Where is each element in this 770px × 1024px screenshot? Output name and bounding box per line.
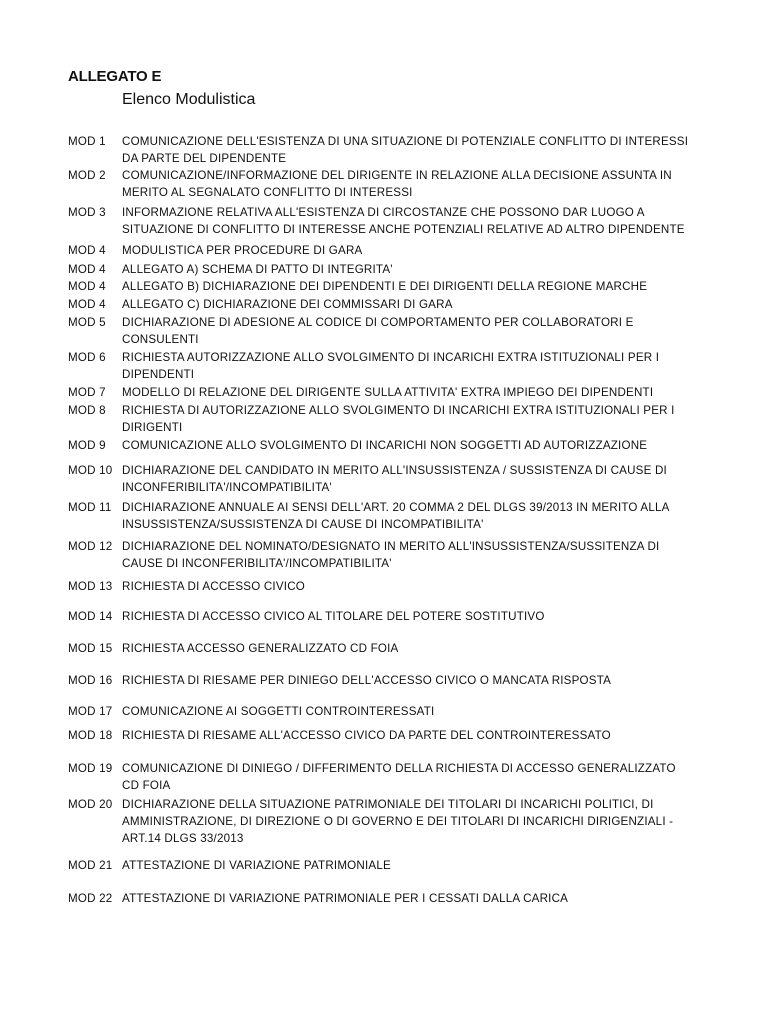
item-code: MOD 9 — [68, 439, 106, 452]
list-item — [68, 349, 698, 383]
list-item — [68, 890, 698, 907]
item-code: MOD 8 — [68, 404, 106, 417]
list-item — [68, 857, 698, 874]
item-code: MOD 7 — [68, 386, 106, 399]
item-code: MOD 19 — [68, 762, 113, 775]
item-text: RICHIESTA DI ACCESSO CIVICO — [122, 580, 305, 593]
item-code: MOD 2 — [68, 169, 106, 182]
item-code: MOD 4 — [68, 298, 106, 311]
item-text: RICHIESTA DI RIESAME ALL'ACCESSO CIVICO DA PARTE DEL CONTROINTERESSATO — [122, 729, 611, 742]
list-item — [68, 384, 698, 401]
item-code: MOD 16 — [68, 674, 113, 687]
item-code: MOD 6 — [68, 351, 106, 364]
item-text: ALLEGATO A) SCHEMA DI PATTO DI INTEGRITA' — [122, 263, 393, 276]
list-item — [68, 296, 698, 313]
item-text: DICHIARAZIONE DEL NOMINATO/DESIGNATO IN MERITO ALL'INSUSSISTENZA/SUSSITENZA DI CAUSE DI INCONFERIBILITA'/INCOMPATIBILITA' — [122, 540, 660, 570]
list-item — [68, 578, 698, 595]
item-code: MOD 14 — [68, 610, 113, 623]
item-text: RICHIESTA DI AUTORIZZAZIONE ALLO SVOLGIMENTO DI INCARICHI EXTRA ISTITUZIONALI PER I DIRIGENTI — [122, 404, 675, 434]
item-text: COMUNICAZIONE AI SOGGETTI CONTROINTERESSATI — [122, 705, 435, 718]
document-title: ALLEGATO E — [68, 68, 162, 85]
list-item — [68, 437, 698, 454]
item-text: DICHIARAZIONE DELLA SITUAZIONE PATRIMONIALE DEI TITOLARI DI INCARICHI POLITICI, DI AMMINISTRAZIONE, DI DIREZIONE O DI GOVERNO E DEI TITOLARI DI INCARICHI DIRIGENZIALI - ART.14 DLGS 33/2013 — [122, 798, 674, 845]
item-code: MOD 15 — [68, 642, 113, 655]
list-item — [68, 204, 698, 238]
document-subtitle: Elenco Modulistica — [122, 91, 256, 108]
item-code: MOD 13 — [68, 580, 113, 593]
item-code: MOD 17 — [68, 705, 113, 718]
list-item — [68, 499, 698, 533]
list-item — [68, 796, 698, 847]
list-item — [68, 640, 698, 657]
item-code: MOD 22 — [68, 892, 113, 905]
list-item — [68, 760, 698, 794]
item-text: COMUNICAZIONE ALLO SVOLGIMENTO DI INCARICHI NON SOGGETTI AD AUTORIZZAZIONE — [122, 439, 648, 452]
item-text: MODULISTICA PER PROCEDURE DI GARA — [122, 244, 363, 257]
item-text: COMUNICAZIONE DI DINIEGO / DIFFERIMENTO DELLA RICHIESTA DI ACCESSO GENERALIZZATO CD FOIA — [122, 762, 676, 792]
item-text: DICHIARAZIONE ANNUALE AI SENSI DELL'ART. 20 COMMA 2 DEL DLGS 39/2013 IN MERITO ALLA INSUSSISTENZA/SUSSISTENZA DI CAUSE DI INCOMPATIBILITA' — [122, 501, 669, 531]
item-code: MOD 20 — [68, 798, 113, 811]
list-item — [68, 133, 698, 167]
list-item — [68, 402, 698, 436]
item-text: INFORMAZIONE RELATIVA ALL'ESISTENZA DI CIRCOSTANZE CHE POSSONO DAR LUOGO A SITUAZIONE DI CONFLITTO DI INTERESSE ANCHE POTENZIALI RELATIVE AD ALTRO DIPENDENTE — [122, 206, 685, 236]
item-code: MOD 12 — [68, 540, 113, 553]
item-text: ATTESTAZIONE DI VARIAZIONE PATRIMONIALE PER I CESSATI DALLA CARICA — [122, 892, 569, 905]
item-text: RICHIESTA AUTORIZZAZIONE ALLO SVOLGIMENTO DI INCARICHI EXTRA ISTITUZIONALI PER I DIPENDENTI — [122, 351, 660, 381]
list-item — [68, 314, 698, 348]
list-item — [68, 538, 698, 572]
item-text: RICHIESTA DI ACCESSO CIVICO AL TITOLARE DEL POTERE SOSTITUTIVO — [122, 610, 545, 623]
list-item — [68, 703, 698, 720]
list-item — [68, 608, 698, 625]
item-code: MOD 10 — [68, 464, 113, 477]
list-item — [68, 727, 698, 744]
item-text: DICHIARAZIONE DI ADESIONE AL CODICE DI COMPORTAMENTO PER COLLABORATORI E CONSULENTI — [122, 316, 634, 346]
list-item — [68, 242, 698, 259]
list-item — [68, 278, 698, 295]
item-text: MODELLO DI RELAZIONE DEL DIRIGENTE SULLA ATTIVITA' EXTRA IMPIEGO DEI DIPENDENTI — [122, 386, 654, 399]
item-text: RICHIESTA DI RIESAME PER DINIEGO DELL'ACCESSO CIVICO O MANCATA RISPOSTA — [122, 674, 612, 687]
item-code: MOD 18 — [68, 729, 113, 742]
item-text: COMUNICAZIONE DELL'ESISTENZA DI UNA SITUAZIONE DI POTENZIALE CONFLITTO DI INTERESSI DA PARTE DEL DIPENDENTE — [122, 135, 689, 165]
item-code: MOD 4 — [68, 263, 106, 276]
item-text: RICHIESTA ACCESSO GENERALIZZATO CD FOIA — [122, 642, 399, 655]
item-text: ATTESTAZIONE DI VARIAZIONE PATRIMONIALE — [122, 859, 391, 872]
item-code: MOD 21 — [68, 859, 113, 872]
item-code: MOD 1 — [68, 135, 106, 148]
item-code: MOD 3 — [68, 206, 106, 219]
list-item — [68, 462, 698, 496]
list-item — [68, 261, 698, 278]
item-code: MOD 5 — [68, 316, 106, 329]
item-text: COMUNICAZIONE/INFORMAZIONE DEL DIRIGENTE IN RELAZIONE ALLA DECISIONE ASSUNTA IN MERITO AL SEGNALATO CONFLITTO DI INTERESSI — [122, 169, 672, 199]
item-text: ALLEGATO B) DICHIARAZIONE DEI DIPENDENTI E DEI DIRIGENTI DELLA REGIONE MARCHE — [122, 280, 648, 293]
list-item — [68, 167, 698, 201]
list-item — [68, 672, 698, 689]
item-code: MOD 4 — [68, 244, 106, 257]
item-code: MOD 4 — [68, 280, 106, 293]
item-code: MOD 11 — [68, 501, 112, 514]
item-text: ALLEGATO C) DICHIARAZIONE DEI COMMISSARI DI GARA — [122, 298, 453, 311]
item-text: DICHIARAZIONE DEL CANDIDATO IN MERITO ALL'INSUSSISTENZA / SUSSISTENZA DI CAUSE DI INCONFERIBILITA'/INCOMPATIBILITA' — [122, 464, 667, 494]
